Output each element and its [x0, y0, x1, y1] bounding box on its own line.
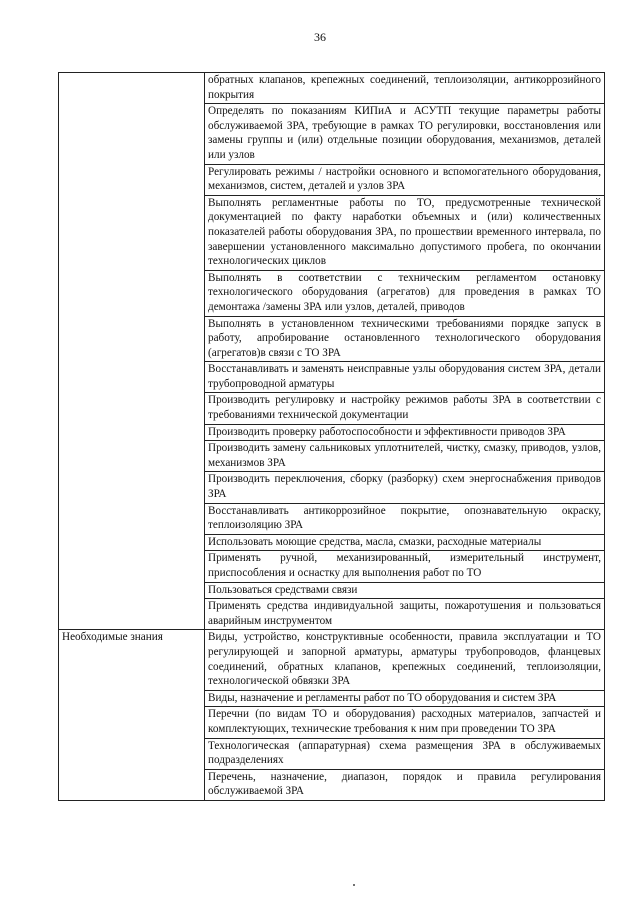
- table-row: [59, 630, 605, 690]
- ability-item: Восстанавливать антикоррозийное покрытие, опознавательную окраску, теплоизоляцию ЗРА: [205, 503, 605, 534]
- ability-item: Выполнять в соответствии с техническим регламентом остановку технологического оборудования (агрегатов) для проведения в рамках ТО демонтажа /замены ЗРА или узлов, деталей, приводов: [205, 270, 605, 316]
- ability-item: Использовать моющие средства, масла, смазки, расходные материалы: [205, 534, 605, 551]
- ability-item: Восстанавливать и заменять неисправные узлы оборудования систем ЗРА, детали трубопроводной арматуры: [205, 362, 605, 393]
- ability-item: Производить проверку работоспособности и эффективности приводов ЗРА: [205, 424, 605, 441]
- knowledge-item: Виды, устройство, конструктивные особенности, правила эксплуатации и ТО регулирующей и запорной арматуры, арматуры трубопроводов, фланцевых соединений, обратных клапанов, крепежных соединений, теплоизоляции, технологической обвязки ЗРА: [205, 630, 605, 690]
- knowledge-label: Необходимые знания: [59, 630, 205, 801]
- ability-item: Применять ручной, механизированный, измерительный инструмент, приспособления и оснастку для выполнения работ по ТО: [205, 551, 605, 582]
- ability-item: Применять средства индивидуальной защиты, пожаротушения и пользоваться аварийным инструментом: [205, 599, 605, 630]
- scan-dot: [353, 884, 355, 886]
- ability-item: обратных клапанов, крепежных соединений, теплоизоляции, антикоррозийного покрытия: [205, 73, 605, 104]
- ability-item: Выполнять регламентные работы по ТО, предусмотренные технической документацией по факту наработки объемных и (или) количественных показателей работы оборудования ЗРА, по прошествии временного интервала, по завершении установленного максимально допустимого пробега, по окончании технологических циклов: [205, 195, 605, 270]
- ability-item: Определять по показаниям КИПиА и АСУТП текущие параметры работы обслуживаемой ЗРА, требующие в рамках ТО регулировки, восстановления или замены группы и (или) отдельные позиции оборудования, механизмов, деталей или узлов: [205, 104, 605, 164]
- ability-item: Регулировать режимы / настройки основного и вспомогательного оборудования, механизмов, систем, деталей и узлов ЗРА: [205, 164, 605, 195]
- ability-item: Производить переключения, сборку (разборку) схем энергоснабжения приводов ЗРА: [205, 472, 605, 503]
- table-row: [59, 73, 605, 104]
- knowledge-item: Виды, назначение и регламенты работ по ТО оборудования и систем ЗРА: [205, 690, 605, 707]
- knowledge-item: Перечни (по видам ТО и оборудования) расходных материалов, запчастей и комплектующих, технические требования к ним при проведении ТО ЗРА: [205, 707, 605, 738]
- ability-item: Выполнять в установленном техническими требованиями порядке запуск в работу, апробирование остановленного технологического оборудования (агрегатов)в связи с ТО ЗРА: [205, 316, 605, 362]
- qualification-table: [58, 72, 605, 801]
- ability-item: Производить регулировку и настройку режимов работы ЗРА в соответствии с требованиями технической документации: [205, 393, 605, 424]
- ability-item: Пользоваться средствами связи: [205, 582, 605, 599]
- ability-item: Производить замену сальниковых уплотнителей, чистку, смазку, приводов, узлов, механизмов ЗРА: [205, 441, 605, 472]
- page-number: 36: [314, 30, 326, 44]
- knowledge-item: Перечень, назначение, диапазон, порядок и правила регулирования обслуживаемой ЗРА: [205, 769, 605, 800]
- abilities-label-cell: [59, 73, 205, 630]
- knowledge-item: Технологическая (аппаратурная) схема размещения ЗРА в обслуживаемых подразделениях: [205, 738, 605, 769]
